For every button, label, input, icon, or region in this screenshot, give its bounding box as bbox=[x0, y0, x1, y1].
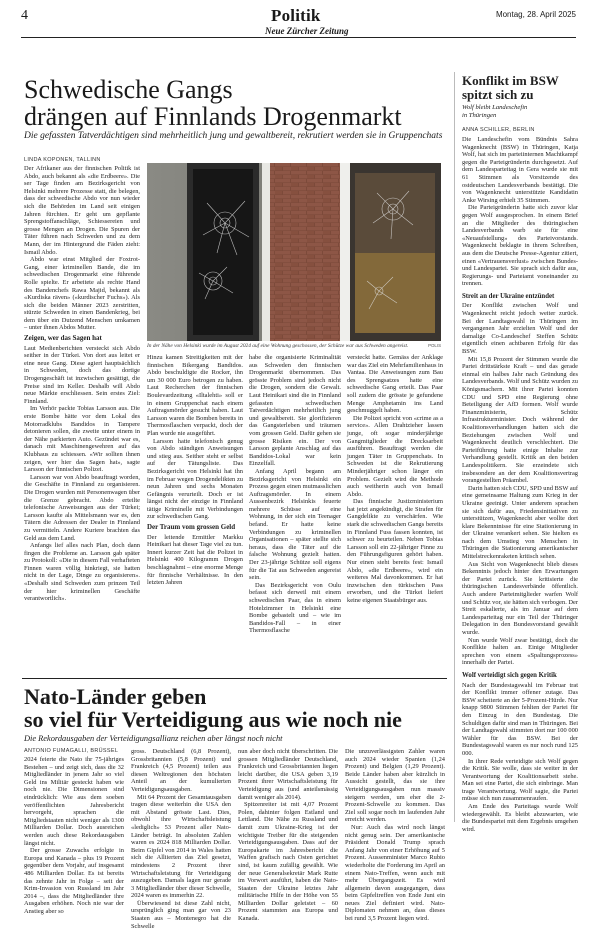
paragraph: Das finnische Justizministerium hat jetzt angekündigt, die Strafen für Gangdelikte zu verschärfen. Wie stark die schwedischen Gangs bereits in Finnland Fuss fassen konnten, ist schwer zu beurteilen. Neben Tobias Larsson soll ein 22-jähriger Finne zu den Führungsfiguren gehört haben. Nur einen steht bereits fest: Ismail Abdo, «die Erdbeere», wird ein weiteres Mal davonkommen. Er hat inzwischen den türkischen Pass erworben, und die Türkei liefert keine eigenen Staatsbürger aus. bbox=[347, 498, 443, 604]
paragraph: Das Bezirksgericht von Oulu befasst sich derweil mit einem schwedischen Paar, das in einem Hotelzimmer in Helsinki eine Bombe gebastelt und – wie im Bandidos-Fall – in einer Thermosflasche bbox=[249, 581, 341, 635]
article1-subhead-2: Der Traum vom grossen Geld bbox=[147, 523, 236, 532]
article1-headline-line2: drängen auf Finnlands Drogenmarkt bbox=[24, 102, 402, 131]
article1-column-4 bbox=[347, 354, 443, 670]
paragraph: Anfangs lief alles nach Plan, doch dann fingen die Probleme an. Larsson gab später zu Protokoll: «Die in diesem Fall verhafteten Finnen waren völlig hinkriegt, sie hatten nicht in der Lage, Dinge zu organisieren». «Deshalb sind Schweden zum prinzen Teil der hier kriminellen Geschäfte verantwortlich». bbox=[24, 542, 140, 603]
paragraph: 2024 feierte die Nato ihr 75-jähriges Bestehen – und zeigt sich, dass die 32 Mitgliedländer in jenem Jahr so viel Geld ins Militär gesteckt haben wie noch nie. Die Dimensionen sind eindrücklich: Wie aus dem soeben veröffentlichten Jahresbericht hervorgeht, sprachen die Mitgliedstaaten nicht weniger als 1300 Milliarden Dollar. Doch ausreichen werden auch diese Rekordausgaben längst nicht. bbox=[24, 756, 124, 847]
paragraph: nun aber doch nicht überschritten. Die grossen Mitgliedländer Deutschland, Frankreich und Grossbritannien liegen leicht darüber, die USA geben 3,19 Prozent ihrer Wirtschaftsleistung für Verteidigung aus (und anteilsmässig damit weniger als 2014). bbox=[238, 748, 338, 801]
paragraph: Im Verhör packte Tobias Larsson aus. Die erste Bombe hätte vor dem Lokal des Motorradklubs Bandidos in Tampere detonieren sollen, die zweite unter einem in der Nähe parkierten Auto. Gezündet war es, danach mit Maschinengewehren auf das Klubhaus zu schiessen. «Wir sollten ihnen zeigen, wer hier das Sagen hat», sagte Larsson der finnischen Polizei. bbox=[24, 405, 140, 474]
paragraph: Anfang April begann am Bezirksgericht von Helsinki ein Prozess gegen einen mutmasslichen Auftragsmörder. In einem Aussenbezirk Helsinkis feuerte mehrere Schüsse auf eine Wohnung, in der sich ein Teenager befand. Er hatte keine Verbindungen zu kriminellen Organisationen – später stellte sich heraus, dass die Täter auf die falsche Wohnung gezielt hatten. Der 23-jährige Schütze soll eigens für die Tat aus Schweden angereist sein. bbox=[249, 467, 341, 582]
article2-headline-line1: Nato-Länder geben bbox=[24, 684, 207, 709]
paragraph: Am Ende des Parteitags wurde Wolf wiedergewählt. Es bleibt abzuwarten, wie die Bundespartei mit dem Ergebnis umgehen wird. bbox=[462, 803, 578, 833]
article2-byline: ANTONIO FUMAGALLI, BRÜSSEL bbox=[24, 748, 119, 754]
masthead bbox=[21, 6, 576, 38]
sidebar-deck bbox=[462, 104, 578, 120]
sidebar-subhead-2: Wolf verteidigt sich gegen Kritik bbox=[462, 671, 557, 679]
paragraph: Aus Sicht von Wagenknecht blieb dieses Bekenntnis jedoch hinter den Erwartungen der Partei zurück. Sie kritisierte die thüringischen Landesverbände öffentlich. Auch andere Parteimitglieder warfen Wolf und Schütz vor, sie hätten sich verbogen. Der Streit eskalierte, als im Januar auf dem Landesparteitag nur ein Teil der Thüringer Delegation in den Bundesvorstand gewählt wurde. bbox=[462, 560, 578, 636]
article1-column-3 bbox=[249, 354, 341, 670]
paragraph: Der grosse Zuwachs erfolgte in Europa und Kanada – plus 19 Prozent gegenüber dem Vorjahr, auf insgesamt 486 Milliarden Dollar. Es ist bereits das zehnte Jahr in Folge – seit der Krim-Invasion von Russland im Jahr 2014 –, dass die Mitgliedländer ihre Ausgaben erhöhen. Noch nie war der Anstieg aber so bbox=[24, 847, 124, 915]
paragraph: Mit 64 Prozent der Gesamtausgaben tragen diese weiterhin die USA den mit Abstand grösste Last. Dies, obwohl ihre Wirtschaftsleistung «lediglich» 53 Prozent aller Nato-Länder beträgt. In absoluten Zahlen waren es 2024 818 Milliarden Dollar. Beim Gipfel von 2014 in Wales hatten sich die Alliierten das Ziel gesetzt, mindestens 2 Prozent ihrer Wirtschaftsleistung für Verteidigung auszugeben. Damals lagen nur gerade 3 Mitgliedländer über dieser Schwelle, 2024 waren es immerhin 22. bbox=[131, 793, 231, 900]
section-title: Politik bbox=[271, 6, 321, 25]
section-divider bbox=[22, 678, 447, 679]
photo-caption bbox=[147, 343, 441, 349]
article2-headline-line2: so viel für Verteidigung aus wie noch nie bbox=[24, 707, 402, 732]
paragraph: Mit 15,8 Prozent der Stimmen wurde die Partei drittstärkste Kraft – und das gerade einmal ein halbes Jahr nach Gründung des Landesverbands. Wolf und Schütz wurden zu Königsmachern. Mit ihrer Partei konnten CDU und SPD eine Regierung ohne Beteiligung der AfD formen. Wolf wurde Finanzministerin, Schütz Infrastrukturminister. Doch während der Koalitionsverhandlungen hatten sich die Beziehungen zwischen Wolf und Wagenknecht deutlich verschlechtert. Die Parteiführung hatte einige Inhalte zur Verhandlung gestellt. Kritik an den beiden Landespolitikern. Sie erzeindete sich insbesondere an der dem Koalitionsvertrag vorangestellten Präambel. bbox=[462, 355, 578, 485]
paragraph: Larsson war von Abdo beauftragt worden, die Geschäfte in Finnland zu organisieren. Die Drogen wurden mit Personenwagen über die Grenze gebracht. Abdo erteilte telefonische Anweisungen aus der Türkei; Larsson kaufte als Mittelsmann war es, den Tätern die Adressen der Dealer in Finnland zu vermitteln. Andere Kuriere brachten das Geld aus dem Land. bbox=[24, 473, 140, 542]
sidebar-deck-line2: in Thüringen bbox=[462, 112, 497, 119]
paragraph: Der Afrikaner aus der finnischen Politik ist Abdo, auch bekannt als «die Erdbeere». Die ser Tage finden am Bezirksgericht von Helsinki mehrere Prozesse statt, die belegen, dass der schwedische Abdo vor nun wieder sich die Behörden im Land seit einigen Jahren fürchten. Er geht um gepflante Sprengstoffanschläge, Schiessereien und grosse Mengen an Drogen. Die Spuren der Täter führen nach Schweden und zu dem Mann, der im Hintergrund die Fäden zieht: Ismail Abdo. bbox=[24, 165, 140, 256]
paragraph: Überwiesend ist diese Zahl nicht, ursprünglich ging man gar von 23 Staaten aus – Montenegro hat die Schwelle bbox=[131, 899, 231, 930]
article1-deck: Die gefassten Tatverdächtigen sind mehrheitlich jung und gewaltbereit, rekrutiert werden sie in Gruppenchats bbox=[24, 131, 443, 141]
paragraph: Die Parteigründerin hatte sich zuvor klar gegen Wolf ausgesprochen. In einem Brief an die Mitglieder des thüringischen Landesverbands warb sie für eine «Neuaufstellung» des Parteivorstands. Wagenknecht beklagte in ihrem Schreiben, aus dem die Deutsche Presse-Agentur zitiert, einen «Vertrauensverlust» zwischen Bundes- und Landespartei. Sie sprach sich dafür aus, Regierungs- und Parteiamt voneinander zu trennen. bbox=[462, 204, 578, 288]
article1-headline-line1: Schwedische Gangs bbox=[24, 75, 233, 104]
paragraph: Die Polizei spricht von «crime as a service». Allen Drahtzieher lassen junge, oft sogar minderjährige Gangmitglieder die Drecksarbeit ausführen. Beauftragt werden die jungen Täter in Gruppenchats. In Schweden ist die Rekrutierung Minderjähriger schon länger ein Problem. Gezielt wird die Methode auch weitherin auch von Ismail Abdo. bbox=[347, 414, 443, 498]
newspaper-logo: Neue Zürcher Zeitung bbox=[265, 26, 349, 36]
article2-deck: Die Rekordausgaben der Verteidigungsallianz reichen aber längst noch nicht bbox=[24, 734, 283, 743]
sidebar-text bbox=[462, 136, 578, 836]
issue-date: Montag, 28. April 2025 bbox=[495, 10, 576, 19]
photo-caption-text: In der Nähe von Helsinki wurde im August 2024 auf eine Wohnung geschossen, der Schütze war aus Schweden angereist. bbox=[147, 343, 409, 349]
article1-subhead-1: Zeigen, wer das Sagen hat bbox=[24, 334, 102, 343]
paragraph: versteckt hatte. Gemäss der Anklage war das Ziel ein Mehrfamilienhaus in Vantaa. Die Anweisungen zum Bau des Sprengsatzes hatte eine schwedische Gang erteilt. Das Paar soll zudem die grösste je gefundene Menge Amphetamin ins Land geschmuggelt haben. bbox=[347, 354, 444, 415]
sidebar-headline-line2: spitzt sich zu bbox=[462, 87, 534, 102]
paragraph: Hinzu kamen Streitigkeiten mit der finnischen Bikergang Bandidos. Abdo beschuldigte die Rocker, ihn um 30 000 Euro betrogen zu haben. Laut Recherchen der finnischen Boulevardzeitung «Iltalehti» soll er in einem Gruppenchat nach einem Auftragsmörder gesucht haben. Laut Larsson waren die Bomben bereits in Thermosflaschen verpackt, doch der Plan wurde nie ausgeführt. bbox=[147, 354, 243, 437]
photo-credit: POLIS bbox=[428, 343, 441, 348]
paragraph: gross. Deutschland (6,8 Prozent), Grossbritannien (5,8 Prozent) und Frankreich (4,5 Prozent) teilen aus diesen Weltregionen den höchsten Anteil an der kumulierten Verteidigungsausgaben. bbox=[131, 748, 231, 793]
article1-byline: LINDA KOPONEN, TALLINN bbox=[24, 157, 101, 163]
paragraph: Laut Medienberichten versteckt sich Abdo seither in der Türkei. Von dort aus leitet er eine neue Gang. Diese agiert hauptsächlich in Schweden, doch das dortige Drogengeschäft ist inzwischen gesättigt, die Preise sind im Keller. Deshalb will Abdo neue Märkte erschliessen. Sein erstes Ziel: Finnland. bbox=[24, 344, 140, 405]
paragraph: Die unzuverlässigsten Zahler waren auch 2024 wieder Spanien (1,24 Prozent) und Belgien (1,29 Prozent). Beide Länder haben aber kürzlich in Aussicht gestellt, das sie ihre Verteidigungsausgaben nun massiv steigern werden, um eher die 2-Prozent-Schwelle zu kommen. Das Ziel soll sogar noch im laufenden Jahr erreicht werden. bbox=[345, 748, 445, 824]
sidebar-headline-line1: Konflikt im BSW bbox=[462, 73, 559, 88]
paragraph: Spitzenreiter ist mit 4,07 Prozent Polen, dahinter folgen Estland und Lettland. Die Nähe zu Russland und damit zum Ukraine-Krieg ist der wichtigste Treiber für die steigenden Verteidigungsausgaben. Dass auf der Europakarte im Jahresbericht die Waffen grafisch nach Osten gerichtet sind, ist kaum zufällig gewählt. Wie der neue Generalsekretär Mark Rutte im Vorwort ausführt, haben die Nato-Staaten der Ukraine letztes Jahr militärische Hilfe in der Höhe von 55 Milliarden Dollar geleistet – 60 Prozent stammten aus Europa und Kanada. bbox=[238, 801, 338, 923]
paragraph: Der leitende Ermittler Markku Heinikari hat dieser Tage viel zu tun. Innert kurzer Zeit hat die Polizei in Helsinki 400 Kilogramm Drogen beschlagnahmt – eine enorme Menge für finnische Verhältnisse. In den letzten Jahren bbox=[147, 533, 243, 587]
article1-photo bbox=[147, 163, 441, 341]
sidebar-subhead-1: Streit an der Ukraine entzündet bbox=[462, 292, 555, 300]
article2-column-2 bbox=[131, 748, 231, 930]
paragraph: In ihrer Rede verteidigte sich Wolf gegen die Kritik. Sie wolle, dass sie weiter in der Verantwortung der Koalitionsarbeit stehe. Man sei eine Partei, die sich einbringe. Man trage Verantwortung. Wolf sagte, die Partei müsse sich nun zusammenraufen. bbox=[462, 757, 578, 803]
article2-column-3 bbox=[238, 748, 338, 923]
page-number: 4 bbox=[21, 8, 28, 23]
shattered-window-image bbox=[147, 163, 441, 341]
sidebar-headline bbox=[462, 74, 578, 102]
sidebar-byline: ANNA SCHILLER, BERLIN bbox=[462, 127, 535, 133]
article1-column-1 bbox=[24, 165, 140, 670]
article1-column-2 bbox=[147, 354, 243, 670]
paragraph: Abdo war einst Mitglied der Foxtrot-Gang, einer kriminellen Bande, die im schwedischen Drogenmarkt eine führende Rolle spielte. Er arbeitete als rechte Hand des Bandenchefs Rawa Majid, bekannt als «Kurdiska räven» («kurdischer Fuchs»). Als sich die beiden Männer 2023 zerstritten, stürzte Schweden in einen Bandenkrieg, bei dem über ein Dutzend Menschen umkamen – unter ihnen Abdos Mutter. bbox=[24, 256, 140, 332]
paragraph: Darin hatten sich CDU, SPD und BSW auf eine gemeinsame Haltung zum Krieg in der Ukraine geeinigt. Unter anderem sprachen sie sich dafür aus, Friedensinitiativen zu unterstützen, Wagenknecht aber wollte dort klare Bekenntnisse für eine Stationierung in der Ukraine verankert sehen. Sie hielten es nach dem Umstieg von Menschen in Thüringen die Stationierung amerikanischer Mittelstreckenraketen kritisch sehen. bbox=[462, 484, 578, 561]
paragraph: Nach der Bundestagswahl im Februar trat der Konflikt immer offener zutage. Das BSW scheiterte an der 5-Prozent-Hürde. Nur knapp 9800 Stimmen fehlten der Partei für den Einzug in den Bundestag. Die Schuldigen dafür sind man in Thüringen. Bei der Landtagswahl stimmten dort nur 100 000 Wähler für das BSW. Bei der Bundestagswahl waren es nur noch rund 125 000. bbox=[462, 681, 578, 757]
sidebar-deck-line1: Wolf bleibt Landeschefin bbox=[462, 104, 528, 111]
article2-column-4 bbox=[345, 748, 445, 923]
article2-column-1 bbox=[24, 756, 124, 915]
article2-headline bbox=[24, 685, 444, 731]
paragraph: Die Landeschefin vom Bündnis Sahra Wagenknecht (BSW) in Thüringen, Katja Wolf, hat sich im parteiinternen Machtkampf gegen die Parteigründerin durchgesetzt. Auf dem Landesparteitag in Gera wurde sie mit 61 Stimmen als Vorsitzende des ostdeutschen Landesverbands bestätigt. Die von Wagenknecht unterstützte Kandidatin Anke Wirsing erhielt 35 Stimmen. bbox=[462, 136, 578, 204]
paragraph: Larsson hatte telefonisch genug von Abdo ständigen Anweisungen und stieg aus. Seither steht er selbst auf der Tätungsliste. Das Bezirksgericht von Helsinki hat ihn im Februar wegen Drogendelikten zu neun Jahren und sechs Monaten Gefängnis verurteilt. Doch er ist längst nicht der einzige in Finnland tätige Kriminelle mit Verbindungen zur schwedischen Gang. bbox=[147, 437, 243, 521]
paragraph: Der Konflikt zwischen Wolf und Wagenknecht reicht jedoch weiter zurück. Bei der Landtagswahl in Thüringen im vergangenen Jahr erzielten Wolf und der damalige Co-Landeschef Steffen Schütz eigentlich einen achtbaren Erfolg für das BSW. bbox=[462, 302, 578, 356]
paragraph: habe die organisierte Kriminalität aus Schweden den finnischen Drogenmarkt übernommen. Das grösste Problem sind jedoch nicht die Drogen, sondern die Gewalt. Laut Heinikari sind die in Finnland gefassten schwedischen Tatverdächtigen mehrheitlich jung und gewaltbereit. Sie glorifizieren das Gangsterleben und träumen vom grossen Geld. Dafür gehen sie grosse Risiken ein. Der von Larsson geplante Anschlag auf das Bandidos-Lokal war kein Einzelfall. bbox=[249, 354, 341, 468]
article1-headline bbox=[24, 76, 444, 130]
paragraph: Nur: Auch das wird noch längst nicht genug sein. Der amerikanische Präsident Donald Trump sprach Anfang Jahr von einer Erhöhung auf 5 Prozent. Aussenminister Marco Rubio wiederholte die Forderung im April an einem Nato-Treffen, wenn auch mit mehr Übergangszeit. Es wird allgemein davon ausgegangen, dass beim Gipfeltreffen von Ende Juni ein neues Ziel definiert wird. Nato-Diplomaten nehmen an, dass dieses bei rund 3,5 Prozent liegen wird. bbox=[345, 823, 445, 923]
paragraph: Nun wurde Wolf zwar bestätigt, doch die Konflikte halten an. Einige Mitglieder sprechen von einem «Spaltungsprozess» innerhalb der Partei. bbox=[462, 636, 578, 667]
